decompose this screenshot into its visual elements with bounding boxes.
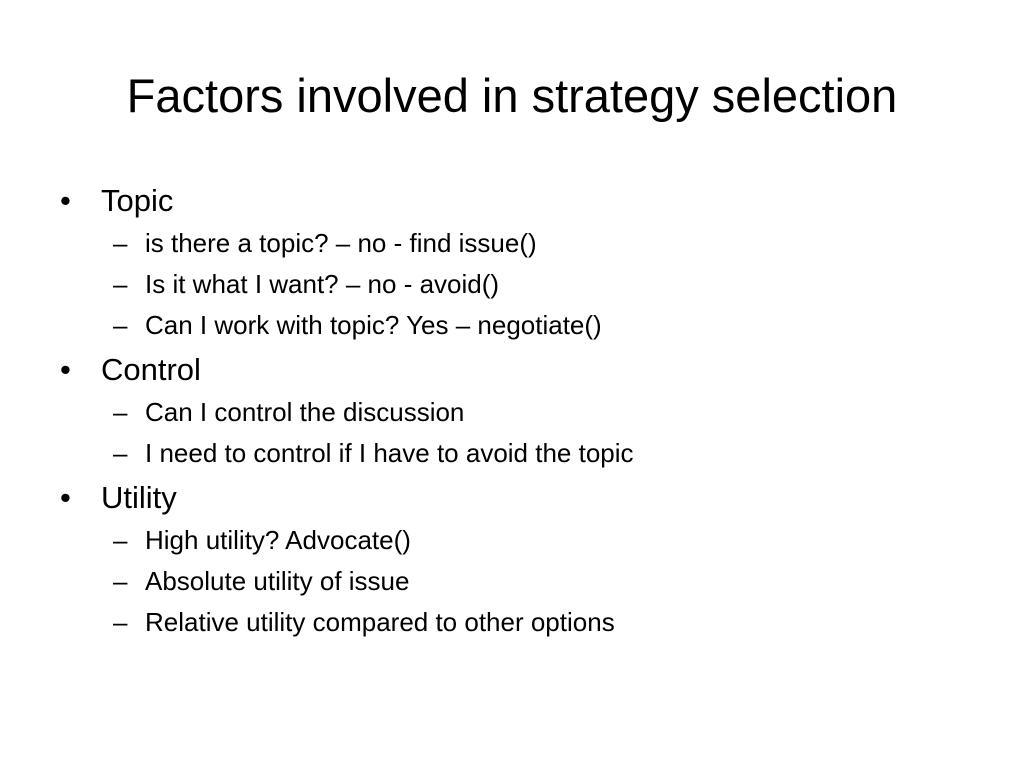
dash-icon: – (113, 310, 128, 340)
bullet-heading: Utility (101, 480, 177, 515)
sub-bullet-list (60, 390, 1000, 478)
sub-bullet-item (60, 392, 1000, 433)
sub-bullet-item (60, 520, 1000, 561)
sub-bullet-text: Relative utility compared to other options (145, 607, 615, 637)
bullet-icon: • (60, 480, 71, 515)
dash-icon: – (113, 566, 128, 596)
bullet-heading: Control (101, 352, 201, 387)
bullet-item-control (60, 350, 1000, 390)
sub-bullet-item (60, 264, 1000, 305)
sub-bullet-list (60, 518, 1000, 647)
bullet-icon: • (60, 183, 71, 218)
dash-icon: – (113, 269, 128, 299)
bullet-item-topic (60, 181, 1000, 221)
sub-bullet-text: is there a topic? – no - find issue() (145, 228, 537, 258)
slide-content (60, 181, 1000, 647)
sub-bullet-item (60, 223, 1000, 264)
sub-bullet-item (60, 305, 1000, 346)
sub-bullet-list (60, 221, 1000, 350)
sub-bullet-item (60, 433, 1000, 474)
sub-bullet-text: Absolute utility of issue (145, 566, 410, 596)
sub-bullet-text: High utility? Advocate() (145, 525, 411, 555)
dash-icon: – (113, 397, 128, 427)
sub-bullet-text: Can I work with topic? Yes – negotiate() (145, 310, 602, 340)
bullet-heading: Topic (101, 183, 174, 218)
slide-title: Factors involved in strategy selection (126, 69, 898, 122)
dash-icon: – (113, 525, 128, 555)
dash-icon: – (113, 438, 128, 468)
dash-icon: – (113, 228, 128, 258)
sub-bullet-item (60, 602, 1000, 643)
dash-icon: – (113, 607, 128, 637)
sub-bullet-item (60, 561, 1000, 602)
sub-bullet-text: I need to control if I have to avoid the topic (145, 438, 634, 468)
bullet-item-utility (60, 478, 1000, 518)
sub-bullet-text: Can I control the discussion (145, 397, 465, 427)
bullet-icon: • (60, 352, 71, 387)
sub-bullet-text: Is it what I want? – no - avoid() (145, 269, 500, 299)
